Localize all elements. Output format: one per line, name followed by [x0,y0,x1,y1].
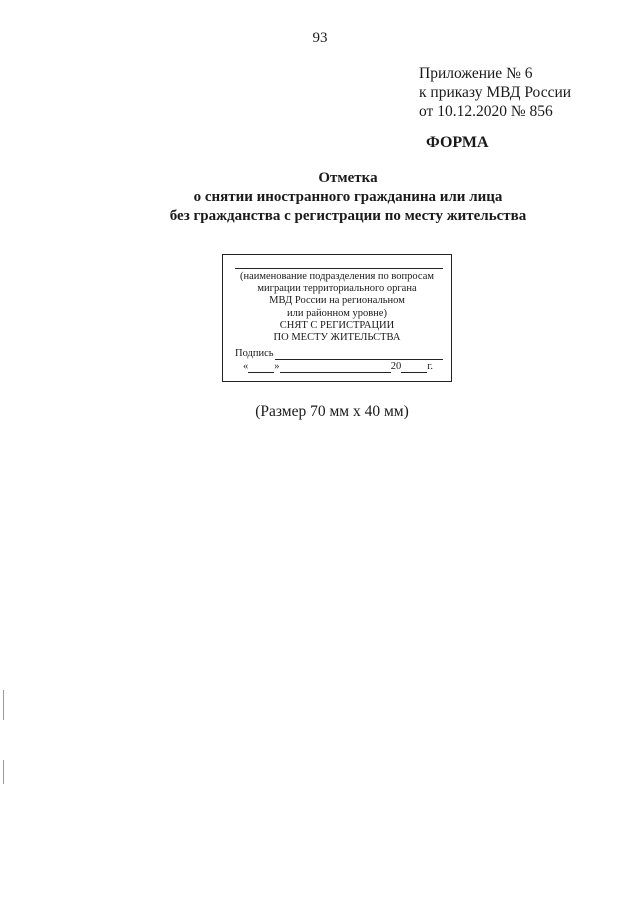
title-line-1: Отметка [318,170,378,186]
stamp-status-line-2: ПО МЕСТУ ЖИТЕЛЬСТВА [273,332,401,344]
appendix-line-3: от 10.12.2020 № 856 [419,103,553,120]
stamp-date-row [243,361,433,373]
stamp-month-line [280,362,391,373]
stamp-box [222,254,452,382]
stamp-size-note: (Размер 70 мм х 40 мм) [255,403,409,420]
stamp-date-open-quote: « [243,361,249,372]
scan-edge-mark [3,690,4,720]
scan-edge-mark [3,760,4,784]
appendix-reference [419,64,571,121]
appendix-line-2: к приказу МВД России [419,84,572,101]
stamp-signature-row [235,348,443,360]
appendix-line-1: Приложение № 6 [419,65,533,82]
stamp-caption-line-1: (наименование подразделения по вопросам [239,271,435,282]
stamp-year-line [401,362,427,373]
stamp-unit-name-line [235,268,443,269]
title-line-3: без гражданства с регистрации по месту жительства [169,208,527,224]
stamp-center-text [227,271,447,344]
stamp-signature-line [275,349,443,360]
stamp-signature-label: Подпись [235,348,274,359]
stamp-day-line [248,362,274,373]
stamp-date-close-quote: » [274,361,280,372]
document-title [0,169,640,226]
stamp-caption-line-2: миграции территориального органа [257,283,417,295]
stamp-year-suffix: г. [427,361,433,372]
title-line-2: о снятии иностранного гражданина или лица [193,189,503,205]
stamp-caption-line-4: или районном уровне) [287,307,387,319]
stamp-caption-line-3: МВД России на региональном [269,295,405,307]
form-label: ФОРМА [426,134,489,151]
stamp-year-prefix: 20 [390,361,402,372]
stamp-status-line-1: СНЯТ С РЕГИСТРАЦИИ [279,319,395,331]
page-number: 93 [312,30,328,46]
